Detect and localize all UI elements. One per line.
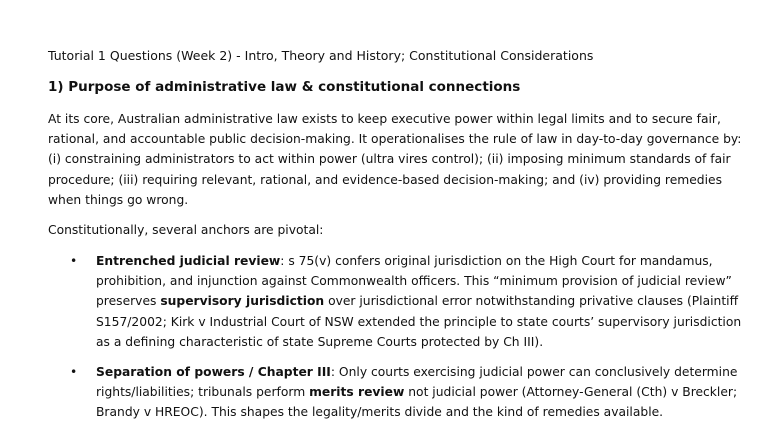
bullet-bold-phrase: supervisory jurisdiction — [160, 294, 325, 309]
bullet-point-icon: • — [70, 365, 78, 380]
bullet-body-text: over jurisdictional error notwithstanding privative clauses (Plaintiff S157/2002; Kirk v Industrial Court of NSW extended the principle to state courts’ supervisory jurisdiction as a defining characteristic of state Supreme Courts protected by Ch III). — [96, 294, 742, 349]
bullet-item-judicial-review — [70, 251, 746, 352]
intro-paragraph: At its core, Australian administrative law exists to keep executive power within legal limits and to secure fair, rational, and accountable public decision-making. It operationalises the rule of law in day-to-day governance by: (i) constraining administrators to act within power (ultra vires control); (ii) imposing minimum standards of fair procedure; (iii) requiring relevant, rational, and evidence-based decision-making; and (iv) providing remedies when things go wrong. — [48, 112, 742, 207]
bullet-item-separation-of-powers — [70, 362, 746, 423]
document-title: Tutorial 1 Questions (Week 2) - Intro, Theory and History; Constitutional Considerations — [48, 48, 594, 63]
bullet-bold-phrase: merits review — [309, 385, 405, 400]
bullet-body-text: not judicial power (Attorney-General (Cth) v Breckler; Brandy v HREOC). This shapes the legality/merits divide and the kind of remedies available. — [96, 385, 738, 420]
anchors-bullet-list — [70, 251, 746, 433]
anchors-intro-paragraph: Constitutionally, several anchors are pivotal: — [48, 223, 324, 237]
bullet-body-text: : s 75(v) confers original jurisdiction on the High Court for mandamus, prohibition, and injunction against Commonwealth officers. This “minimum provision of judicial review” preserves — [96, 254, 732, 309]
bullet-lead-text: Separation of powers / Chapter III — [96, 365, 331, 380]
bullet-lead-text: Entrenched judicial review — [96, 254, 281, 268]
bullet-body-text: : Only courts exercising judicial power can conclusively determine rights/liabilities; tribunals perform — [96, 365, 738, 400]
bullet-point-icon: • — [70, 254, 78, 268]
section-heading: 1) Purpose of administrative law & constitutional connections — [48, 79, 521, 95]
